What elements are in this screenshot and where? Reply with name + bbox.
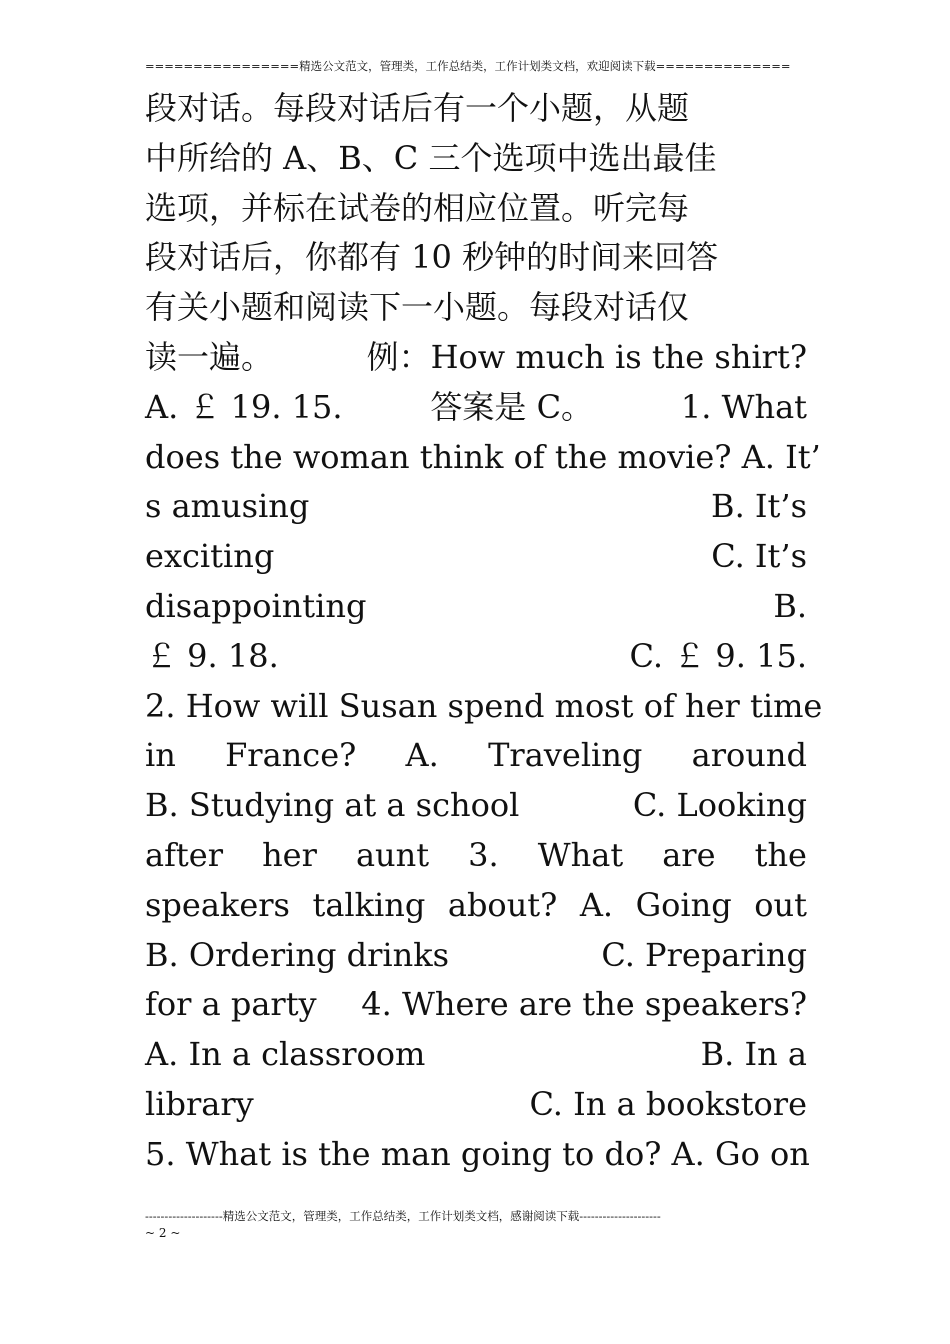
line-segment: 5. What is the man going to do? A. Go on: [145, 1134, 810, 1173]
line-segment: Going: [635, 885, 732, 924]
text-line-3: [145, 184, 807, 234]
text-line-9: [145, 482, 807, 532]
line-segment: disappointing: [145, 586, 367, 625]
line-segment: does the woman think of the movie? A. It’: [145, 437, 821, 476]
line-segment: after: [145, 835, 224, 874]
line-segment: the: [754, 835, 807, 874]
line-segment: What: [537, 835, 624, 874]
line-segment: B.: [773, 586, 807, 625]
line-segment: talking: [312, 885, 426, 924]
line-segment: 答案是 C。: [430, 387, 594, 426]
line-segment: C. Preparing: [601, 935, 807, 974]
line-segment: 读一遍。: [145, 337, 274, 376]
line-segment: C. Looking: [632, 786, 807, 825]
line-segment: her: [262, 835, 317, 874]
line-segment: for a party: [145, 985, 317, 1024]
text-line-8: [145, 433, 821, 483]
line-segment: are: [662, 835, 716, 874]
line-segment: 4. Where are the speakers?: [361, 985, 807, 1024]
text-line-4: [145, 233, 807, 283]
line-segment: C. In a bookstore: [529, 1084, 807, 1123]
line-segment: C. It’s: [711, 537, 807, 576]
line-segment: about?: [447, 885, 558, 924]
line-segment: B. In a: [700, 1035, 807, 1074]
text-line-7: [145, 383, 807, 433]
text-line-6: [145, 333, 807, 383]
text-line-13: [145, 682, 823, 732]
text-line-14: [145, 731, 807, 781]
line-segment: around: [691, 736, 807, 775]
text-line-17: [145, 881, 807, 931]
line-segment: A.: [579, 885, 614, 924]
page-header: ================精选公文范文，管理类，工作总结类，工作计划类文档，欢迎阅读下载==============: [145, 59, 791, 73]
text-line-15: [145, 781, 807, 831]
text-line-10: [145, 532, 807, 582]
document-body: [145, 84, 823, 1180]
text-line-5: [145, 283, 807, 333]
text-line-12: [145, 632, 807, 682]
line-segment: 1. What: [680, 387, 807, 426]
line-segment: exciting: [145, 537, 275, 576]
text-line-19: [145, 980, 807, 1030]
line-segment: aunt: [355, 835, 430, 874]
line-segment: speakers: [145, 885, 290, 924]
text-line-2: [145, 134, 807, 184]
line-segment: 2. How will Susan spend most of her time: [145, 686, 823, 725]
line-segment: C. ￡ 9. 15.: [629, 636, 807, 675]
text-line-16: [145, 831, 807, 881]
page-footer: --------------------精选公文范文，管理类，工作总结类，工作计划类文档，感谢阅读下载---------------------: [145, 1209, 661, 1223]
line-segment: Traveling: [488, 736, 643, 775]
line-segment: ￡ 9. 18.: [145, 636, 279, 675]
line-segment: B. Studying at a school: [145, 786, 520, 825]
line-segment: A. ￡ 19. 15.: [145, 387, 343, 426]
text-line-18: [145, 931, 807, 981]
line-segment: A. In a classroom: [145, 1035, 426, 1074]
text-line-21: [145, 1080, 807, 1130]
line-segment: 例：How much is the shirt?: [366, 337, 807, 376]
line-segment: B. It’s: [711, 487, 807, 526]
line-segment: library: [145, 1084, 254, 1123]
text-line-22: [145, 1130, 810, 1180]
text-line-11: [145, 582, 807, 632]
page-number: ~ 2 ~: [145, 1226, 181, 1240]
text-line-1: [145, 84, 807, 134]
line-segment: 选项，并标在试卷的相应位置。听完每: [145, 188, 690, 227]
line-segment: 3.: [468, 835, 499, 874]
line-segment: 中所给的 A、B、C 三个选项中选出最佳: [145, 138, 717, 177]
line-segment: s amusing: [145, 487, 310, 526]
line-segment: 段对话。每段对话后有一个小题，从题: [145, 89, 690, 127]
line-segment: out: [754, 885, 807, 924]
text-line-20: [145, 1030, 807, 1080]
line-segment: in: [145, 736, 176, 775]
line-segment: A.: [405, 736, 439, 775]
line-segment: France?: [225, 736, 357, 775]
line-segment: B. Ordering drinks: [145, 935, 450, 974]
line-segment: 有关小题和阅读下一小题。每段对话仅: [145, 288, 690, 327]
line-segment: 段对话后，你都有 10 秒钟的时间来回答: [145, 238, 719, 277]
